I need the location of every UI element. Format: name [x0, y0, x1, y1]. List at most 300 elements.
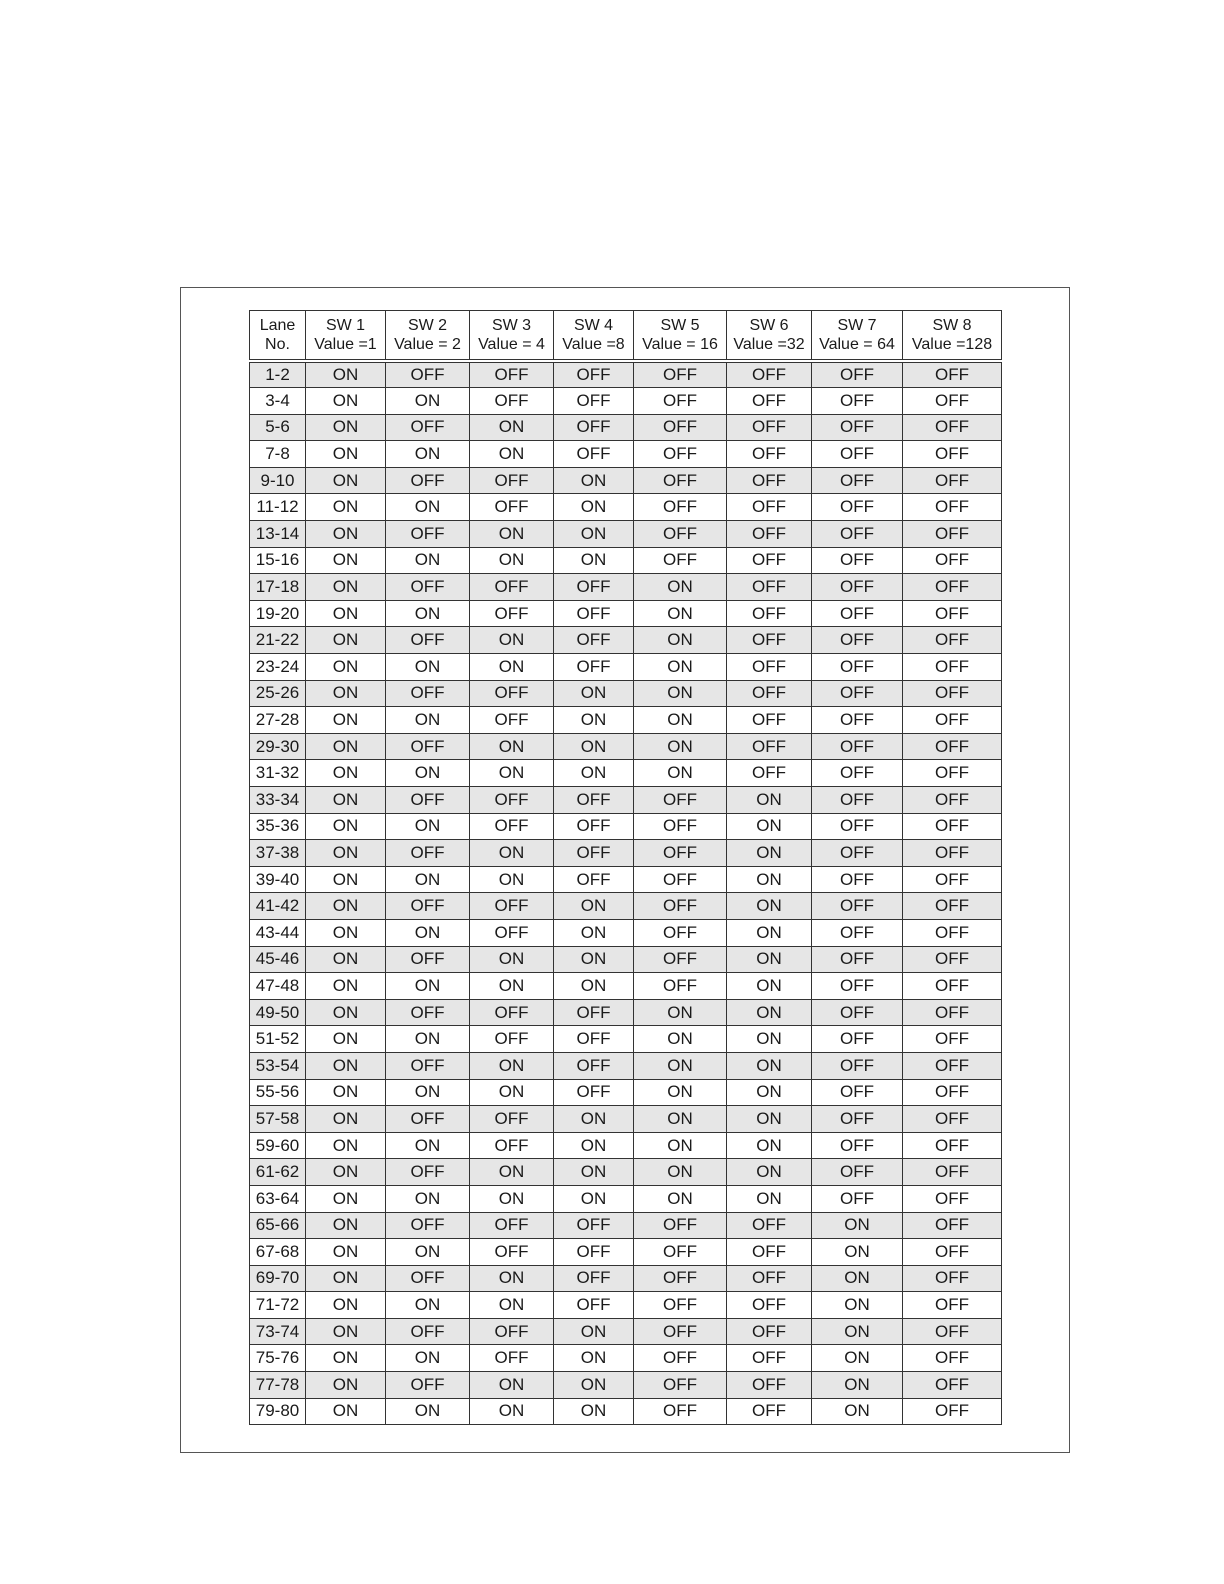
lane-cell: 79-80	[250, 1398, 306, 1425]
switch-state-cell: ON	[727, 1185, 812, 1212]
switch-state-cell: ON	[554, 467, 634, 494]
switch-state-cell: ON	[306, 733, 386, 760]
switch-state-cell: OFF	[470, 999, 554, 1026]
table-row	[250, 1185, 1002, 1212]
switch-state-cell: OFF	[727, 627, 812, 654]
switch-state-cell: OFF	[386, 787, 470, 814]
switch-state-cell: OFF	[470, 919, 554, 946]
switch-state-cell: OFF	[634, 1318, 727, 1345]
switch-state-cell: ON	[306, 1106, 386, 1133]
table-row	[250, 893, 1002, 920]
switch-state-cell: OFF	[554, 1052, 634, 1079]
switch-state-cell: OFF	[903, 547, 1002, 574]
switch-state-cell: ON	[306, 441, 386, 468]
header-sw-name: SW 5	[660, 317, 700, 334]
switch-state-cell: ON	[306, 1132, 386, 1159]
switch-state-cell: OFF	[812, 521, 903, 548]
switch-state-cell: OFF	[903, 893, 1002, 920]
switch-state-cell: ON	[470, 1052, 554, 1079]
switch-state-cell: OFF	[903, 1132, 1002, 1159]
switch-state-cell: OFF	[812, 866, 903, 893]
switch-state-cell: OFF	[634, 1239, 727, 1266]
switch-state-cell: OFF	[903, 919, 1002, 946]
switch-state-cell: OFF	[470, 1345, 554, 1372]
switch-state-cell: OFF	[554, 813, 634, 840]
header-sw-2	[386, 311, 470, 362]
switch-state-cell: OFF	[903, 1318, 1002, 1345]
switch-state-cell: OFF	[812, 441, 903, 468]
switch-state-cell: OFF	[634, 919, 727, 946]
switch-state-cell: OFF	[812, 1185, 903, 1212]
switch-state-cell: OFF	[812, 1159, 903, 1186]
switch-state-cell: OFF	[634, 361, 727, 388]
dip-switch-table	[249, 310, 1002, 1425]
table-row	[250, 707, 1002, 734]
switch-state-cell: ON	[727, 813, 812, 840]
header-sw-name: SW 3	[491, 317, 532, 334]
lane-cell: 21-22	[250, 627, 306, 654]
lane-cell: 69-70	[250, 1265, 306, 1292]
switch-state-cell: ON	[306, 1212, 386, 1239]
switch-state-cell: OFF	[727, 1212, 812, 1239]
switch-state-cell: ON	[634, 574, 727, 601]
switch-state-cell: OFF	[727, 467, 812, 494]
switch-state-cell: OFF	[903, 999, 1002, 1026]
header-lane	[250, 311, 306, 362]
switch-state-cell: ON	[470, 866, 554, 893]
switch-state-cell: ON	[812, 1372, 903, 1399]
switch-state-cell: ON	[554, 1132, 634, 1159]
switch-state-cell: ON	[634, 999, 727, 1026]
header-sw-5	[634, 311, 727, 362]
switch-state-cell: OFF	[634, 787, 727, 814]
switch-state-cell: OFF	[386, 1159, 470, 1186]
switch-state-cell: OFF	[903, 946, 1002, 973]
lane-cell: 33-34	[250, 787, 306, 814]
switch-state-cell: OFF	[386, 946, 470, 973]
header-sw-1	[306, 311, 386, 362]
switch-state-cell: OFF	[727, 1398, 812, 1425]
switch-state-cell: OFF	[554, 1292, 634, 1319]
header-sw-name: SW 2	[407, 317, 448, 334]
switch-state-cell: OFF	[554, 1026, 634, 1053]
switch-state-cell: ON	[386, 707, 470, 734]
switch-state-cell: ON	[386, 813, 470, 840]
switch-state-cell: OFF	[554, 999, 634, 1026]
switch-state-cell: OFF	[903, 866, 1002, 893]
lane-cell: 53-54	[250, 1052, 306, 1079]
switch-state-cell: OFF	[903, 1026, 1002, 1053]
switch-state-cell: OFF	[554, 627, 634, 654]
switch-state-cell: OFF	[554, 1079, 634, 1106]
lane-cell: 35-36	[250, 813, 306, 840]
switch-state-cell: ON	[727, 866, 812, 893]
switch-state-cell: OFF	[812, 680, 903, 707]
switch-state-cell: OFF	[727, 1265, 812, 1292]
switch-state-cell: ON	[306, 999, 386, 1026]
switch-state-cell: ON	[634, 1132, 727, 1159]
switch-state-cell: OFF	[554, 574, 634, 601]
switch-state-cell: OFF	[634, 813, 727, 840]
header-sw-6	[727, 311, 812, 362]
switch-state-cell: OFF	[903, 973, 1002, 1000]
switch-state-cell: OFF	[727, 707, 812, 734]
lane-cell: 75-76	[250, 1345, 306, 1372]
switch-state-cell: OFF	[470, 680, 554, 707]
switch-state-cell: ON	[812, 1265, 903, 1292]
switch-state-cell: ON	[306, 1185, 386, 1212]
switch-state-cell: OFF	[386, 999, 470, 1026]
switch-state-cell: ON	[554, 521, 634, 548]
switch-state-cell: ON	[470, 654, 554, 681]
switch-state-cell: OFF	[470, 813, 554, 840]
switch-state-cell: ON	[306, 813, 386, 840]
switch-state-cell: OFF	[554, 441, 634, 468]
switch-state-cell: ON	[306, 1265, 386, 1292]
switch-state-cell: OFF	[727, 733, 812, 760]
switch-state-cell: OFF	[386, 574, 470, 601]
switch-state-cell: OFF	[386, 1052, 470, 1079]
switch-state-cell: OFF	[554, 866, 634, 893]
table-row	[250, 919, 1002, 946]
switch-state-cell: ON	[306, 760, 386, 787]
header-sw-value: Value = 4	[478, 336, 545, 353]
switch-state-cell: OFF	[634, 467, 727, 494]
lane-cell: 23-24	[250, 654, 306, 681]
switch-state-cell: OFF	[727, 1239, 812, 1266]
switch-state-cell: OFF	[903, 1212, 1002, 1239]
switch-state-cell: OFF	[727, 680, 812, 707]
switch-state-cell: ON	[306, 1318, 386, 1345]
switch-state-cell: OFF	[812, 707, 903, 734]
table-row	[250, 1026, 1002, 1053]
switch-state-cell: ON	[634, 680, 727, 707]
switch-state-cell: OFF	[812, 414, 903, 441]
switch-state-cell: ON	[386, 973, 470, 1000]
switch-state-cell: ON	[812, 1318, 903, 1345]
switch-state-cell: ON	[812, 1239, 903, 1266]
switch-state-cell: OFF	[727, 388, 812, 415]
switch-state-cell: ON	[554, 547, 634, 574]
switch-state-cell: ON	[386, 760, 470, 787]
switch-state-cell: ON	[634, 733, 727, 760]
switch-state-cell: ON	[386, 600, 470, 627]
switch-state-cell: OFF	[727, 1345, 812, 1372]
switch-state-cell: ON	[470, 973, 554, 1000]
switch-state-cell: OFF	[634, 1345, 727, 1372]
header-lane-line2: No.	[265, 336, 290, 353]
switch-state-cell: OFF	[812, 1052, 903, 1079]
switch-state-cell: OFF	[903, 813, 1002, 840]
lane-cell: 59-60	[250, 1132, 306, 1159]
switch-state-cell: OFF	[386, 680, 470, 707]
switch-state-cell: ON	[386, 547, 470, 574]
switch-state-cell: ON	[306, 574, 386, 601]
switch-state-cell: ON	[554, 1398, 634, 1425]
switch-state-cell: ON	[554, 733, 634, 760]
lane-cell: 71-72	[250, 1292, 306, 1319]
switch-state-cell: ON	[470, 733, 554, 760]
lane-cell: 3-4	[250, 388, 306, 415]
lane-cell: 25-26	[250, 680, 306, 707]
header-sw-7	[812, 311, 903, 362]
switch-state-cell: OFF	[554, 361, 634, 388]
switch-state-cell: OFF	[903, 627, 1002, 654]
switch-state-cell: ON	[386, 1292, 470, 1319]
switch-state-cell: OFF	[554, 388, 634, 415]
lane-cell: 51-52	[250, 1026, 306, 1053]
switch-state-cell: ON	[727, 919, 812, 946]
switch-state-cell: OFF	[634, 547, 727, 574]
switch-state-cell: ON	[554, 1345, 634, 1372]
switch-state-cell: OFF	[903, 521, 1002, 548]
table-row	[250, 1318, 1002, 1345]
switch-state-cell: OFF	[470, 467, 554, 494]
switch-state-cell: ON	[727, 787, 812, 814]
header-sw-value: Value =1	[314, 336, 377, 353]
switch-state-cell: OFF	[903, 1185, 1002, 1212]
switch-state-cell: ON	[306, 866, 386, 893]
switch-state-cell: OFF	[386, 414, 470, 441]
switch-state-cell: ON	[634, 707, 727, 734]
switch-state-cell: ON	[306, 521, 386, 548]
switch-state-cell: OFF	[903, 1265, 1002, 1292]
switch-state-cell: ON	[470, 1398, 554, 1425]
switch-state-cell: OFF	[903, 1292, 1002, 1319]
switch-state-cell: OFF	[470, 361, 554, 388]
lane-cell: 5-6	[250, 414, 306, 441]
switch-state-cell: OFF	[386, 840, 470, 867]
switch-state-cell: OFF	[634, 1212, 727, 1239]
switch-state-cell: ON	[306, 654, 386, 681]
switch-state-cell: ON	[386, 1345, 470, 1372]
switch-state-cell: ON	[386, 1026, 470, 1053]
switch-state-cell: OFF	[727, 600, 812, 627]
switch-state-cell: OFF	[812, 388, 903, 415]
switch-state-cell: ON	[386, 919, 470, 946]
switch-state-cell: ON	[727, 946, 812, 973]
switch-state-cell: OFF	[470, 388, 554, 415]
switch-state-cell: ON	[812, 1292, 903, 1319]
switch-state-cell: OFF	[903, 414, 1002, 441]
switch-state-cell: OFF	[812, 494, 903, 521]
table-row	[250, 733, 1002, 760]
switch-state-cell: OFF	[727, 361, 812, 388]
switch-state-cell: ON	[554, 1106, 634, 1133]
table-row	[250, 654, 1002, 681]
switch-state-cell: OFF	[554, 654, 634, 681]
switch-state-cell: OFF	[554, 1265, 634, 1292]
switch-state-cell: ON	[812, 1212, 903, 1239]
switch-state-cell: ON	[470, 414, 554, 441]
switch-state-cell: OFF	[634, 388, 727, 415]
switch-state-cell: ON	[306, 627, 386, 654]
lane-cell: 57-58	[250, 1106, 306, 1133]
switch-state-cell: OFF	[812, 627, 903, 654]
switch-state-cell: OFF	[470, 1132, 554, 1159]
switch-state-cell: OFF	[634, 1265, 727, 1292]
switch-state-cell: ON	[727, 840, 812, 867]
switch-state-cell: OFF	[903, 707, 1002, 734]
table-row	[250, 627, 1002, 654]
switch-state-cell: OFF	[386, 521, 470, 548]
switch-state-cell: ON	[306, 1292, 386, 1319]
table-row	[250, 1292, 1002, 1319]
lane-cell: 49-50	[250, 999, 306, 1026]
header-sw-name: SW 6	[749, 317, 789, 334]
switch-state-cell: ON	[306, 467, 386, 494]
lane-cell: 55-56	[250, 1079, 306, 1106]
switch-state-cell: ON	[554, 1318, 634, 1345]
lane-cell: 1-2	[250, 361, 306, 388]
header-sw-value: Value =128	[911, 336, 993, 353]
header-sw-name: SW 1	[325, 317, 366, 334]
table-row	[250, 494, 1002, 521]
switch-state-cell: OFF	[634, 866, 727, 893]
table-row	[250, 866, 1002, 893]
switch-state-cell: OFF	[812, 1079, 903, 1106]
switch-state-cell: ON	[386, 1239, 470, 1266]
switch-state-cell: OFF	[812, 946, 903, 973]
switch-state-cell: ON	[470, 1159, 554, 1186]
switch-state-cell: ON	[634, 1159, 727, 1186]
switch-state-cell: ON	[554, 973, 634, 1000]
switch-state-cell: OFF	[727, 494, 812, 521]
switch-state-cell: ON	[470, 521, 554, 548]
table-row	[250, 973, 1002, 1000]
switch-state-cell: ON	[470, 946, 554, 973]
header-sw-4	[554, 311, 634, 362]
switch-state-cell: ON	[306, 547, 386, 574]
lane-cell: 11-12	[250, 494, 306, 521]
switch-state-cell: ON	[306, 388, 386, 415]
switch-state-cell: OFF	[554, 600, 634, 627]
switch-state-cell: ON	[306, 787, 386, 814]
switch-state-cell: OFF	[812, 733, 903, 760]
switch-state-cell: OFF	[812, 999, 903, 1026]
switch-state-cell: OFF	[903, 1079, 1002, 1106]
switch-state-cell: OFF	[554, 414, 634, 441]
switch-state-cell: OFF	[470, 600, 554, 627]
switch-state-cell: OFF	[903, 840, 1002, 867]
switch-state-cell: ON	[470, 547, 554, 574]
switch-state-cell: OFF	[903, 1052, 1002, 1079]
switch-state-cell: OFF	[386, 1318, 470, 1345]
table-row	[250, 1239, 1002, 1266]
lane-cell: 27-28	[250, 707, 306, 734]
switch-state-cell: OFF	[727, 574, 812, 601]
switch-state-cell: ON	[306, 1052, 386, 1079]
switch-state-cell: OFF	[812, 973, 903, 1000]
lane-cell: 61-62	[250, 1159, 306, 1186]
switch-state-cell: OFF	[812, 813, 903, 840]
switch-state-cell: ON	[470, 1292, 554, 1319]
table-row	[250, 547, 1002, 574]
lane-cell: 13-14	[250, 521, 306, 548]
switch-state-cell: OFF	[903, 1159, 1002, 1186]
switch-state-cell: ON	[470, 1185, 554, 1212]
table-row	[250, 1079, 1002, 1106]
switch-state-cell: ON	[470, 1265, 554, 1292]
header-sw-3	[470, 311, 554, 362]
switch-state-cell: OFF	[903, 494, 1002, 521]
lane-cell: 17-18	[250, 574, 306, 601]
switch-state-cell: ON	[634, 1052, 727, 1079]
switch-state-cell: ON	[306, 414, 386, 441]
switch-state-cell: OFF	[470, 1026, 554, 1053]
switch-state-cell: ON	[306, 494, 386, 521]
switch-state-cell: ON	[306, 1026, 386, 1053]
table-row	[250, 574, 1002, 601]
switch-state-cell: ON	[306, 1159, 386, 1186]
switch-state-cell: ON	[554, 1159, 634, 1186]
table-row	[250, 999, 1002, 1026]
switch-state-cell: ON	[306, 1372, 386, 1399]
switch-state-cell: OFF	[903, 787, 1002, 814]
switch-state-cell: OFF	[903, 467, 1002, 494]
switch-state-cell: ON	[306, 919, 386, 946]
switch-state-cell: OFF	[470, 494, 554, 521]
switch-state-cell: ON	[470, 840, 554, 867]
switch-state-cell: OFF	[634, 946, 727, 973]
switch-state-cell: ON	[727, 1159, 812, 1186]
header-sw-name: SW 7	[837, 317, 877, 334]
switch-state-cell: ON	[634, 1079, 727, 1106]
lane-cell: 45-46	[250, 946, 306, 973]
header-sw-value: Value = 64	[819, 336, 895, 353]
switch-state-cell: OFF	[812, 919, 903, 946]
table-row	[250, 760, 1002, 787]
switch-state-cell: OFF	[812, 574, 903, 601]
switch-state-cell: ON	[634, 760, 727, 787]
switch-state-cell: ON	[386, 494, 470, 521]
switch-state-cell: ON	[812, 1345, 903, 1372]
switch-state-cell: ON	[306, 946, 386, 973]
lane-cell: 47-48	[250, 973, 306, 1000]
switch-state-cell: OFF	[386, 1372, 470, 1399]
table-row	[250, 1265, 1002, 1292]
switch-state-cell: OFF	[634, 494, 727, 521]
switch-state-cell: ON	[470, 760, 554, 787]
switch-state-cell: ON	[634, 627, 727, 654]
switch-state-cell: ON	[554, 494, 634, 521]
lane-cell: 31-32	[250, 760, 306, 787]
lane-cell: 19-20	[250, 600, 306, 627]
switch-state-cell: ON	[554, 1372, 634, 1399]
table-row	[250, 1159, 1002, 1186]
switch-state-cell: OFF	[634, 1398, 727, 1425]
lane-cell: 65-66	[250, 1212, 306, 1239]
switch-state-cell: OFF	[903, 733, 1002, 760]
switch-state-cell: ON	[386, 388, 470, 415]
switch-state-cell: ON	[727, 973, 812, 1000]
table-row	[250, 1372, 1002, 1399]
switch-state-cell: OFF	[903, 1398, 1002, 1425]
switch-state-cell: OFF	[812, 1132, 903, 1159]
switch-state-cell: OFF	[386, 1106, 470, 1133]
switch-state-cell: OFF	[903, 760, 1002, 787]
switch-state-cell: ON	[306, 840, 386, 867]
switch-state-cell: OFF	[634, 840, 727, 867]
switch-state-cell: OFF	[812, 787, 903, 814]
switch-state-cell: OFF	[386, 361, 470, 388]
switch-state-cell: ON	[554, 707, 634, 734]
switch-state-cell: ON	[306, 893, 386, 920]
switch-state-cell: OFF	[727, 547, 812, 574]
switch-state-cell: OFF	[634, 521, 727, 548]
switch-state-cell: ON	[727, 1079, 812, 1106]
switch-state-cell: OFF	[727, 1292, 812, 1319]
